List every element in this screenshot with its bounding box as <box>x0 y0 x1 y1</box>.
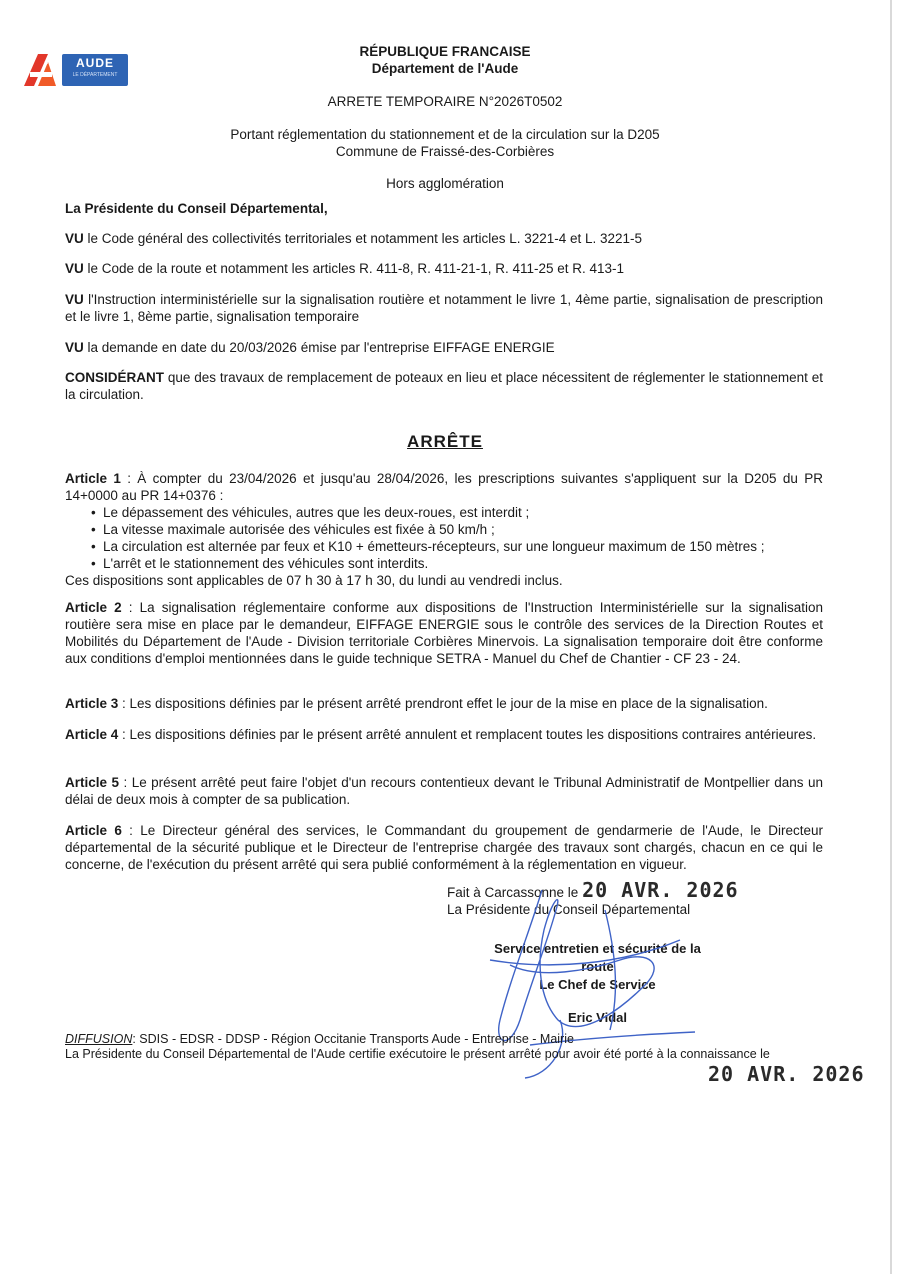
article-5 <box>65 774 823 808</box>
article-text: : Le présent arrêté peut faire l'objet d'un recours contentieux devant le Tribunal Administratif de Montpellier dans un délai de deux mois à compter de sa publication. <box>65 775 823 807</box>
article-4 <box>65 726 823 743</box>
authority-line: La Présidente du Conseil Départemental, <box>65 201 328 216</box>
list-item: • La vitesse maximale autorisée des véhicules est fixée à 50 km/h ; <box>91 521 823 538</box>
certification-line: La Présidente du Conseil Départemental de l'Aude certifie exécutoire le présent arrêté pour avoir été porté à la connaissance le <box>65 1047 770 1061</box>
place-prefix: Fait à Carcassonne le <box>447 885 583 900</box>
article-text: : À compter du 23/04/2026 et jusqu'au 28/04/2026, les prescriptions suivantes s'appliquent sur la D205 du PR 14+0000 au PR 14+0376 : <box>65 471 823 503</box>
article-label: Article 5 <box>65 775 119 790</box>
page-edge <box>890 0 892 1274</box>
article-1 <box>65 470 823 589</box>
vu-text: l'Instruction interministérielle sur la signalisation routière et notamment le livre 1, 4ème partie, signalisation de prescription et le livre 1, 8ème partie, signalisation temporaire <box>65 292 823 324</box>
service-chief: Le Chef de Service <box>539 977 656 992</box>
zone-label: Hors agglomération <box>386 176 504 191</box>
article-6 <box>65 822 823 873</box>
article-1-hours: Ces dispositions sont applicables de 07 h 30 à 17 h 30, du lundi au vendredi inclus. <box>65 573 563 588</box>
signature-block <box>447 878 739 918</box>
article-label: Article 3 <box>65 696 119 711</box>
vu-paragraph <box>65 339 823 356</box>
on-behalf-line: La Présidente du Conseil Départemental <box>447 902 691 917</box>
article-3 <box>65 695 823 712</box>
article-label: Article 2 <box>65 600 122 615</box>
vu-paragraph <box>65 291 823 325</box>
considerant-label: CONSIDÉRANT <box>65 370 165 385</box>
vu-label: VU <box>65 261 84 276</box>
aude-logo-tagline: LE DÉPARTEMENT <box>72 72 118 78</box>
article-label: Article 4 <box>65 727 119 742</box>
diffusion-list: : SDIS - EDSR - DDSP - Région Occitanie Transports Aude - Entreprise - Mairie <box>132 1032 574 1046</box>
article-text: : Les dispositions définies par le présent arrêté prendront effet le jour de la mise en place de la signalisation. <box>118 696 768 711</box>
place-date-line <box>447 878 739 902</box>
aude-logo-word: AUDE <box>75 56 114 70</box>
signer-name: Eric Vidal <box>568 1010 628 1025</box>
list-item: • La circulation est alternée par feux et K10 + émetteurs-récepteurs, sur une longueur maximum de 150 mètres ; <box>91 538 823 555</box>
article-text: : Les dispositions définies par le présent arrêté annulent et remplacent toutes les dispositions contraires antérieures. <box>118 727 817 742</box>
republic-heading: RÉPUBLIQUE FRANCAISE <box>359 44 531 59</box>
vu-text: la demande en date du 20/03/2026 émise par l'entreprise EIFFAGE ENERGIE <box>83 340 555 355</box>
decree-purpose-line1: Portant réglementation du stationnement et de la circulation sur la D205 <box>230 127 660 142</box>
decree-title: ARRETE TEMPORAIRE N°2026T0502 <box>327 94 563 109</box>
vu-paragraph <box>65 230 823 247</box>
vu-text: le Code général des collectivités territoriales et notamment les articles L. 3221-4 et L. 3221-5 <box>83 231 643 246</box>
diffusion-label: DIFFUSION <box>65 1032 133 1046</box>
vu-label: VU <box>65 231 84 246</box>
certification-date-stamp: 20 AVR. 2026 <box>708 1062 865 1086</box>
service-name: Service entretien et sécurité de la route <box>494 941 701 974</box>
arrete-heading <box>0 432 890 452</box>
list-item: • Le dépassement des véhicules, autres que les deux-roues, est interdit ; <box>91 504 823 521</box>
vu-label: VU <box>65 292 84 307</box>
service-stamp <box>480 940 715 994</box>
considerant-text: que des travaux de remplacement de poteaux en lieu et place nécessitent de réglementer le stationnement et la circulation. <box>65 370 823 402</box>
article-text: : Le Directeur général des services, le Commandant du groupement de gendarmerie de l'Aude, le Directeur départemental de la sécurité publique et le Directeur de l'entreprise chargée des travaux sont chargés, chacun en ce qui le concerne, de l'exécution du présent arrêté qui sera publié conformément à la réglementation en vigueur. <box>65 823 823 872</box>
article-1-list <box>65 504 823 572</box>
vu-text: le Code de la route et notamment les articles R. 411-8, R. 411-21-1, R. 411-25 et R. 413-1 <box>83 261 625 276</box>
article-text: : La signalisation réglementaire conforme aux dispositions de l'Instruction Interministérielle sur la signalisation routière sera mise en place par le demandeur, EIFFAGE ENERGIE sous le contrôle des services de la Direction Routes et Mobilités du Département de l'Aude - Division territoriale Corbières Minervois. La signalisation temporaire doit être conforme aux conditions d'emploi mentionnées dans le guide technique SETRA - Manuel du Chef de Chantier - CF 23 - 24. <box>65 600 823 666</box>
article-label: Article 1 <box>65 471 121 486</box>
list-item: • L'arrêt et le stationnement des véhicules sont interdits. <box>91 555 823 572</box>
arrete-heading-text: ARRÊTE <box>407 432 483 451</box>
diffusion-line <box>65 1032 574 1047</box>
department-heading: Département de l'Aude <box>371 61 519 76</box>
date-stamp: 20 AVR. 2026 <box>582 878 739 902</box>
considerant-paragraph <box>65 369 823 403</box>
article-label: Article 6 <box>65 823 122 838</box>
svg-text:+: + <box>44 57 51 66</box>
article-2 <box>65 599 823 667</box>
decree-purpose-line2: Commune de Fraissé-des-Corbières <box>335 144 555 159</box>
vu-label: VU <box>65 340 84 355</box>
vu-paragraph <box>65 260 823 277</box>
